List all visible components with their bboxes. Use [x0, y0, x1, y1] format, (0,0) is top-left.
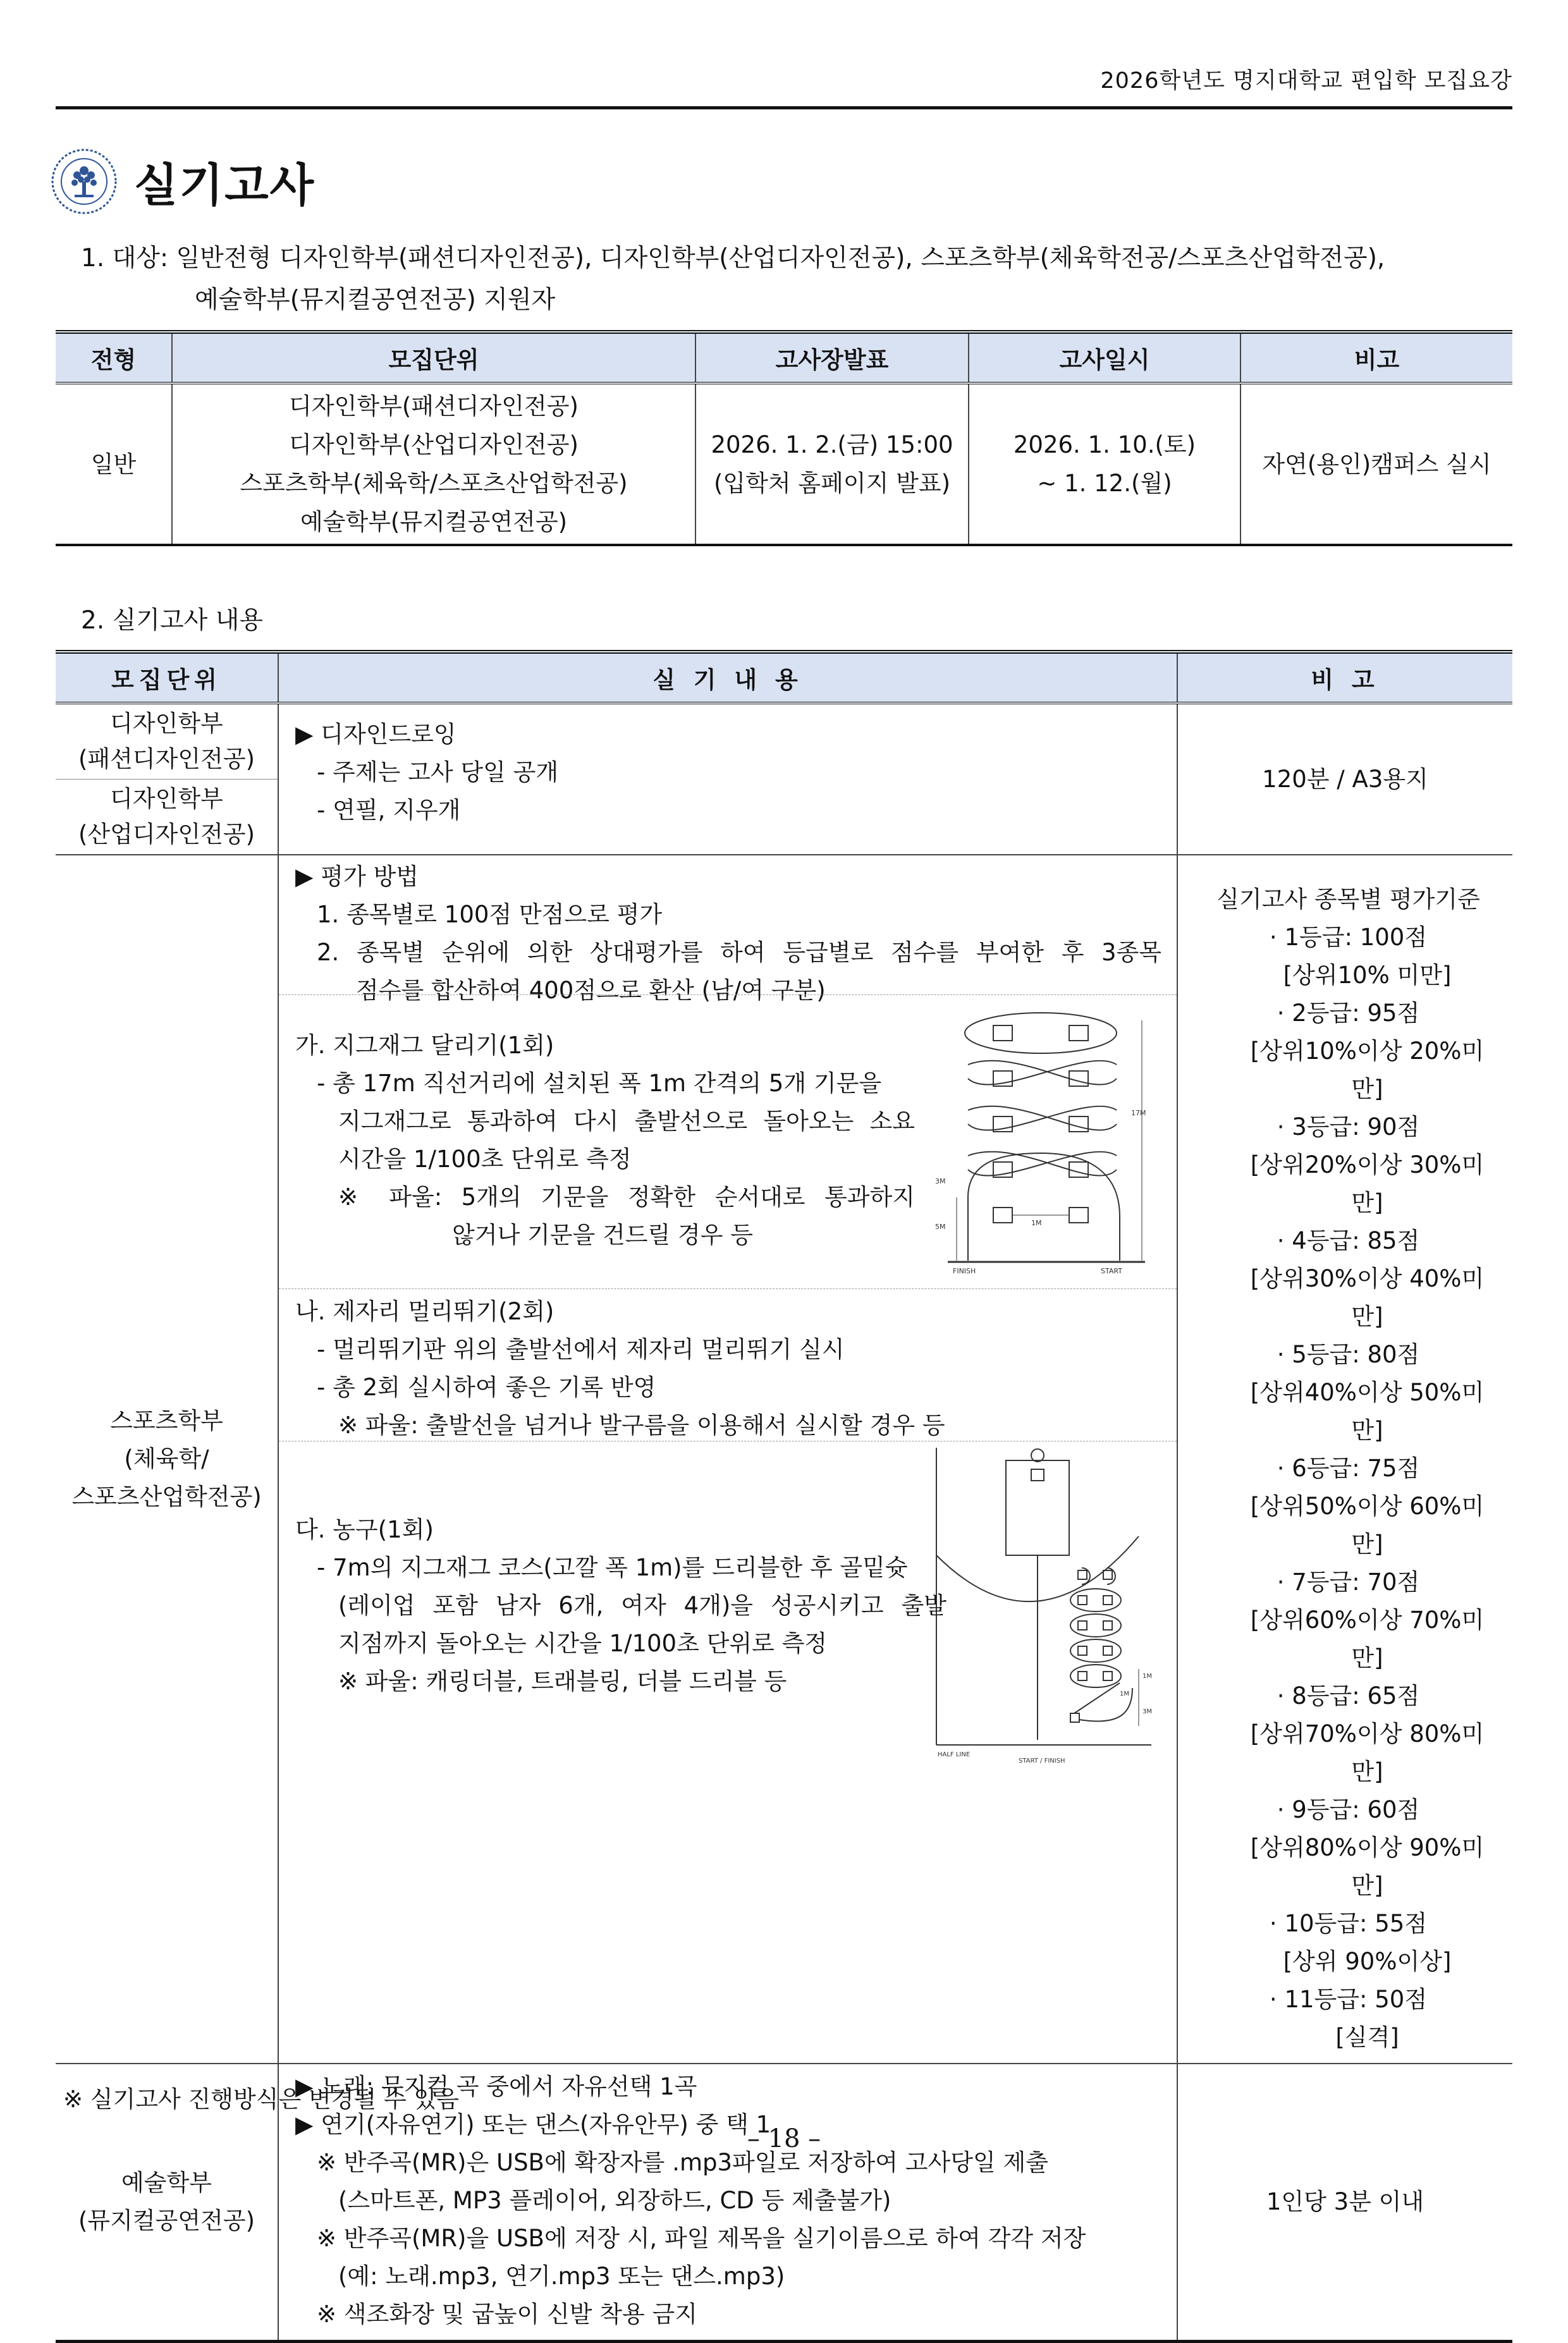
criteria-range: [상위 90%이상]	[1283, 1948, 1452, 1975]
criteria-list	[1197, 919, 1500, 2057]
col-header-note: 비고	[1240, 332, 1512, 383]
content-line: (레이업 포함 남자 6개, 여자 4개)을 성공시키고 출발	[338, 1592, 946, 1619]
label-1m-a: 1M	[1142, 1673, 1152, 1680]
unit-line: (산업디자인전공)	[78, 821, 255, 848]
criteria-grade: · 4등급: 85점	[1277, 1227, 1420, 1254]
section1-line1: 1. 대상: 일반전형 디자인학부(패션디자인전공), 디자인학부(산업디자인전공), 스포츠학부(체육학전공/스포츠산업학전공),	[81, 244, 1385, 272]
cell-type: 일반	[56, 383, 172, 545]
criteria-grade: · 5등급: 80점	[1277, 1341, 1420, 1368]
eval-method	[279, 855, 1177, 1004]
col-header-date: 고사일시	[969, 332, 1240, 383]
unit-line: (패션디자인전공)	[78, 745, 255, 773]
col-header-unit: 모집단위	[56, 652, 278, 703]
col-header-note: 비 고	[1177, 652, 1512, 703]
table-row	[56, 383, 1512, 545]
criteria-grade: · 10등급: 55점	[1269, 1910, 1428, 1937]
date-line: ~ 1. 12.(월)	[1037, 470, 1172, 497]
criteria-range: [상위80%이상 90%미만]	[1250, 1834, 1485, 1899]
criteria-grade: · 8등급: 65점	[1277, 1682, 1420, 1710]
criteria-grade: · 2등급: 95점	[1277, 1000, 1420, 1027]
criteria-range: [상위40%이상 50%미만]	[1250, 1379, 1485, 1444]
section1-target	[81, 238, 1385, 321]
col-header-content: 실 기 내 용	[278, 652, 1177, 703]
label-1m-b: 1M	[1120, 1691, 1129, 1698]
label-3m: 3M	[935, 1177, 946, 1185]
criteria-grade: · 7등급: 70점	[1277, 1569, 1420, 1596]
design-unit-industrial	[56, 780, 278, 854]
col-header-type: 전형	[56, 332, 172, 383]
design-note: 120분 / A3용지	[1177, 703, 1512, 855]
content-line: - 총 17m 직선거리에 설치된 폭 1m 간격의 5개 기문을	[317, 1070, 882, 1097]
criteria-grade: · 3등급: 90점	[1277, 1113, 1420, 1141]
criteria-range: [상위10% 미만]	[1283, 962, 1452, 989]
label-half-line: HALF LINE	[938, 1751, 971, 1758]
content-line: 나. 제자리 멀리뛰기(2회)	[295, 1298, 554, 1325]
unit-line: 스포츠학부	[110, 1407, 223, 1435]
basketball-section	[279, 1441, 1177, 1773]
unit-line: 디자인학부(산업디자인전공)	[289, 431, 579, 458]
unit-line: 예술학부	[121, 2169, 212, 2196]
criteria-range: [상위50%이상 60%미만]	[1250, 1493, 1485, 1558]
page-title: 실기고사	[134, 159, 315, 212]
title-row	[49, 147, 315, 216]
content-line: ※ 파울: 5개의 기문을 정확한 순서대로 통과하지	[338, 1184, 915, 1211]
content-line: ※ 색조화장 및 굽높이 신발 착용 금지	[317, 2301, 697, 2328]
unit-line: (체육학/	[124, 1445, 209, 1472]
content-line: - 7m의 지그재그 코스(고깔 폭 1m)를 드리블한 후 골밑슛	[317, 1554, 908, 1581]
content-line: (스마트폰, MP3 플레이어, 외장하드, CD 등 제출불가)	[338, 2187, 891, 2214]
running-header: 2026학년도 명지대학교 편입학 모집요강	[1100, 68, 1512, 94]
content-line: 지그재그로 통과하여 다시 출발선으로 돌아오는 소요	[338, 1108, 915, 1135]
unit-line: 예술학부(뮤지컬공연전공)	[300, 508, 568, 535]
jump-section	[279, 1288, 1177, 1441]
label-1m: 1M	[1031, 1219, 1042, 1227]
content-line: - 멀리뛰기판 위의 출발선에서 제자리 멀리뛰기 실시	[317, 1336, 845, 1363]
schedule-table	[56, 330, 1512, 546]
zigzag-section	[279, 994, 1177, 1288]
zigzag-course-diagram	[930, 1008, 1164, 1280]
criteria-title: 실기고사 종목별 평가기준	[1216, 886, 1480, 913]
col-header-announce: 고사장발표	[695, 332, 969, 383]
criteria-range: [상위30%이상 40%미만]	[1250, 1265, 1485, 1330]
criteria-range: [실격]	[1335, 2024, 1399, 2051]
content-line: ▶ 평가 방법	[295, 863, 419, 890]
footnote: ※ 실기고사 진행방식은 변경될 수 있음	[63, 2086, 459, 2113]
content-line: 지점까지 돌아오는 시간을 1/100초 단위로 측정	[338, 1630, 828, 1657]
label-17m: 17M	[1131, 1109, 1146, 1117]
content-line: 가. 지그재그 달리기(1회)	[295, 1032, 554, 1059]
sports-row	[56, 855, 1512, 2064]
section1-line2: 예술학부(뮤지컬공연전공) 지원자	[195, 286, 556, 314]
content-line: ▶ 노래: 뮤지컬 곡 중에서 자유선택 1곡	[295, 2073, 697, 2100]
unit-line: (뮤지컬공연전공)	[78, 2207, 255, 2234]
content-line: ※ 파울: 출발선을 넘거나 발구름을 이용해서 실시할 경우 등	[338, 1412, 945, 1439]
content-line: 않거나 기문을 건드릴 경우 등	[452, 1221, 753, 1249]
content-line: ▶ 디자인드로잉	[295, 721, 456, 748]
label-3m: 3M	[1142, 1708, 1152, 1715]
university-seal-icon	[49, 147, 119, 216]
label-start: START	[1101, 1267, 1122, 1275]
cell-note: 자연(용인)캠퍼스 실시	[1240, 383, 1512, 545]
sports-content-cell	[278, 855, 1177, 2064]
content-line: 2. 종목별 순위에 의한 상대평가를 하여 등급별로 점수를 부여한 후 3종목	[317, 939, 1161, 966]
label-5m: 5M	[935, 1223, 946, 1231]
section2-title: 2. 실기고사 내용	[81, 606, 264, 635]
sports-unit-cell	[56, 855, 278, 2064]
content-line: ※ 반주곡(MR)은 USB에 확장자를 .mp3파일로 저장하여 고사당일 제출	[317, 2149, 1048, 2176]
criteria-grade: · 6등급: 75점	[1277, 1455, 1420, 1482]
sports-criteria-cell	[1177, 855, 1512, 2064]
unit-line: 스포츠산업학전공)	[71, 1483, 262, 1510]
unit-line: 디자인학부	[110, 785, 223, 812]
col-header-unit: 모집단위	[172, 332, 695, 383]
criteria-range: [상위20%이상 30%미만]	[1250, 1151, 1485, 1216]
announce-line: 2026. 1. 2.(금) 15:00	[711, 431, 953, 458]
cell-units	[172, 383, 695, 545]
criteria-grade: · 9등급: 60점	[1277, 1796, 1420, 1823]
content-line: - 총 2회 실시하여 좋은 기록 반영	[317, 1374, 656, 1401]
design-unit-cell	[56, 703, 278, 855]
page-number: – 18 –	[747, 2124, 821, 2153]
content-line: (예: 노래.mp3, 연기.mp3 또는 댄스.mp3)	[338, 2263, 785, 2290]
arts-note: 1인당 3분 이내	[1177, 2064, 1512, 2342]
label-start-finish: START / FINISH	[1019, 1758, 1065, 1764]
label-finish: FINISH	[953, 1267, 976, 1275]
content-line: ※ 파울: 캐링더블, 트래블링, 더블 드리블 등	[338, 1668, 787, 1695]
content-line: 점수를 합산하여 400점으로 환산 (남/여 구분)	[356, 977, 826, 1004]
content-line: 다. 농구(1회)	[295, 1516, 434, 1543]
unit-line: 디자인학부	[110, 710, 223, 737]
criteria-range: [상위10%이상 20%미만]	[1250, 1037, 1485, 1103]
unit-line: 스포츠학부(체육학/스포츠산업학전공)	[240, 470, 628, 497]
criteria-grade: · 1등급: 100점	[1269, 924, 1428, 951]
content-line: ▶ 연기(자유연기) 또는 댄스(자유안무) 중 택 1	[295, 2111, 771, 2138]
criteria-range: [상위60%이상 70%미만]	[1250, 1606, 1485, 1672]
date-line: 2026. 1. 10.(토)	[1013, 431, 1196, 458]
content-line: 1. 종목별로 100점 만점으로 평가	[317, 901, 663, 928]
content-line: ※ 반주곡(MR)을 USB에 저장 시, 파일 제목을 실기이름으로 하여 각각 저장	[317, 2225, 1086, 2252]
criteria-grade: · 11등급: 50점	[1269, 1986, 1428, 2013]
header-rule	[56, 106, 1512, 109]
design-content-cell	[278, 703, 1177, 855]
content-line: - 주제는 고사 당일 공개	[317, 759, 559, 786]
content-line: - 연필, 지우개	[317, 797, 461, 824]
design-unit-fashion	[56, 704, 278, 780]
cell-date	[969, 383, 1240, 545]
announce-line: (입학처 홈페이지 발표)	[713, 470, 951, 497]
criteria-range: [상위70%이상 80%미만]	[1250, 1720, 1485, 1785]
unit-line: 디자인학부(패션디자인전공)	[289, 393, 579, 420]
design-row	[56, 703, 1512, 855]
basketball-course-diagram	[930, 1448, 1164, 1764]
cell-announce	[695, 383, 969, 545]
content-line: 시간을 1/100초 단위로 측정	[338, 1146, 632, 1173]
